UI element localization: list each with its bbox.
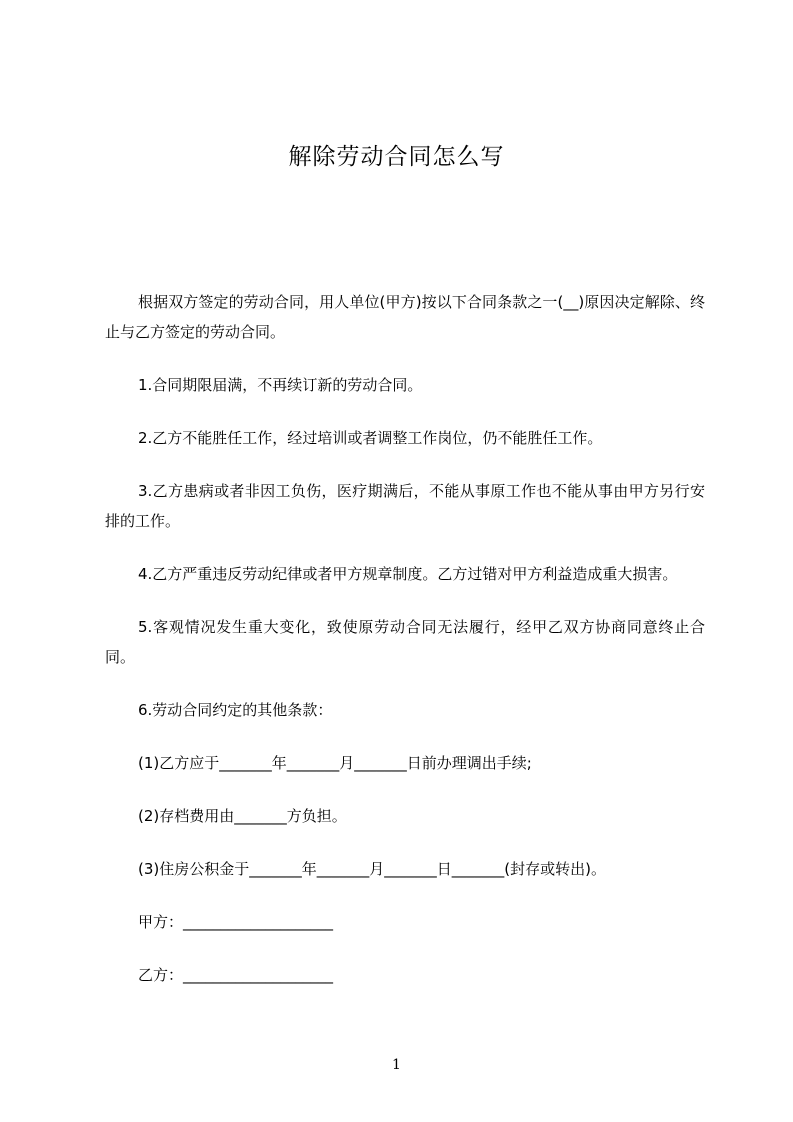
sub-clause-1: (1)乙方应于_______年_______月_______日前办理调出手续; (138, 754, 532, 772)
intro-paragraph: 根据双方签定的劳动合同，用人单位(甲方)按以下合同条款之一(__)原因决定解除、终止与乙方签定的劳动合同。 (105, 293, 705, 341)
signature-party-a: 甲方：____________________ (138, 913, 334, 931)
clause-4: 4.乙方严重违反劳动纪律或者甲方规章制度。乙方过错对甲方利益造成重大损害。 (138, 565, 678, 583)
clause-1: 1.合同期限届满，不再续订新的劳动合同。 (138, 376, 423, 394)
page-number: 1 (392, 1057, 401, 1073)
page-title: 解除劳动合同怎么写 (288, 144, 505, 170)
clause-2: 2.乙方不能胜任工作，经过培训或者调整工作岗位，仍不能胜任工作。 (138, 429, 603, 447)
signature-party-b: 乙方：____________________ (138, 966, 334, 984)
sub-clause-3: (3)住房公积金于_______年_______月_______日_______(封存或转出)。 (138, 860, 606, 878)
document-body (105, 287, 705, 1013)
clause-5: 5.客观情况发生重大变化，致使原劳动合同无法履行，经甲乙双方协商同意终止合同。 (105, 618, 705, 666)
clause-6: 6.劳动合同约定的其他条款： (138, 701, 333, 719)
sub-clause-2: (2)存档费用由_______方负担。 (138, 807, 347, 825)
clause-3: 3.乙方患病或者非因工负伤，医疗期满后，不能从事原工作也不能从事由甲方另行安排的工作。 (105, 482, 705, 530)
